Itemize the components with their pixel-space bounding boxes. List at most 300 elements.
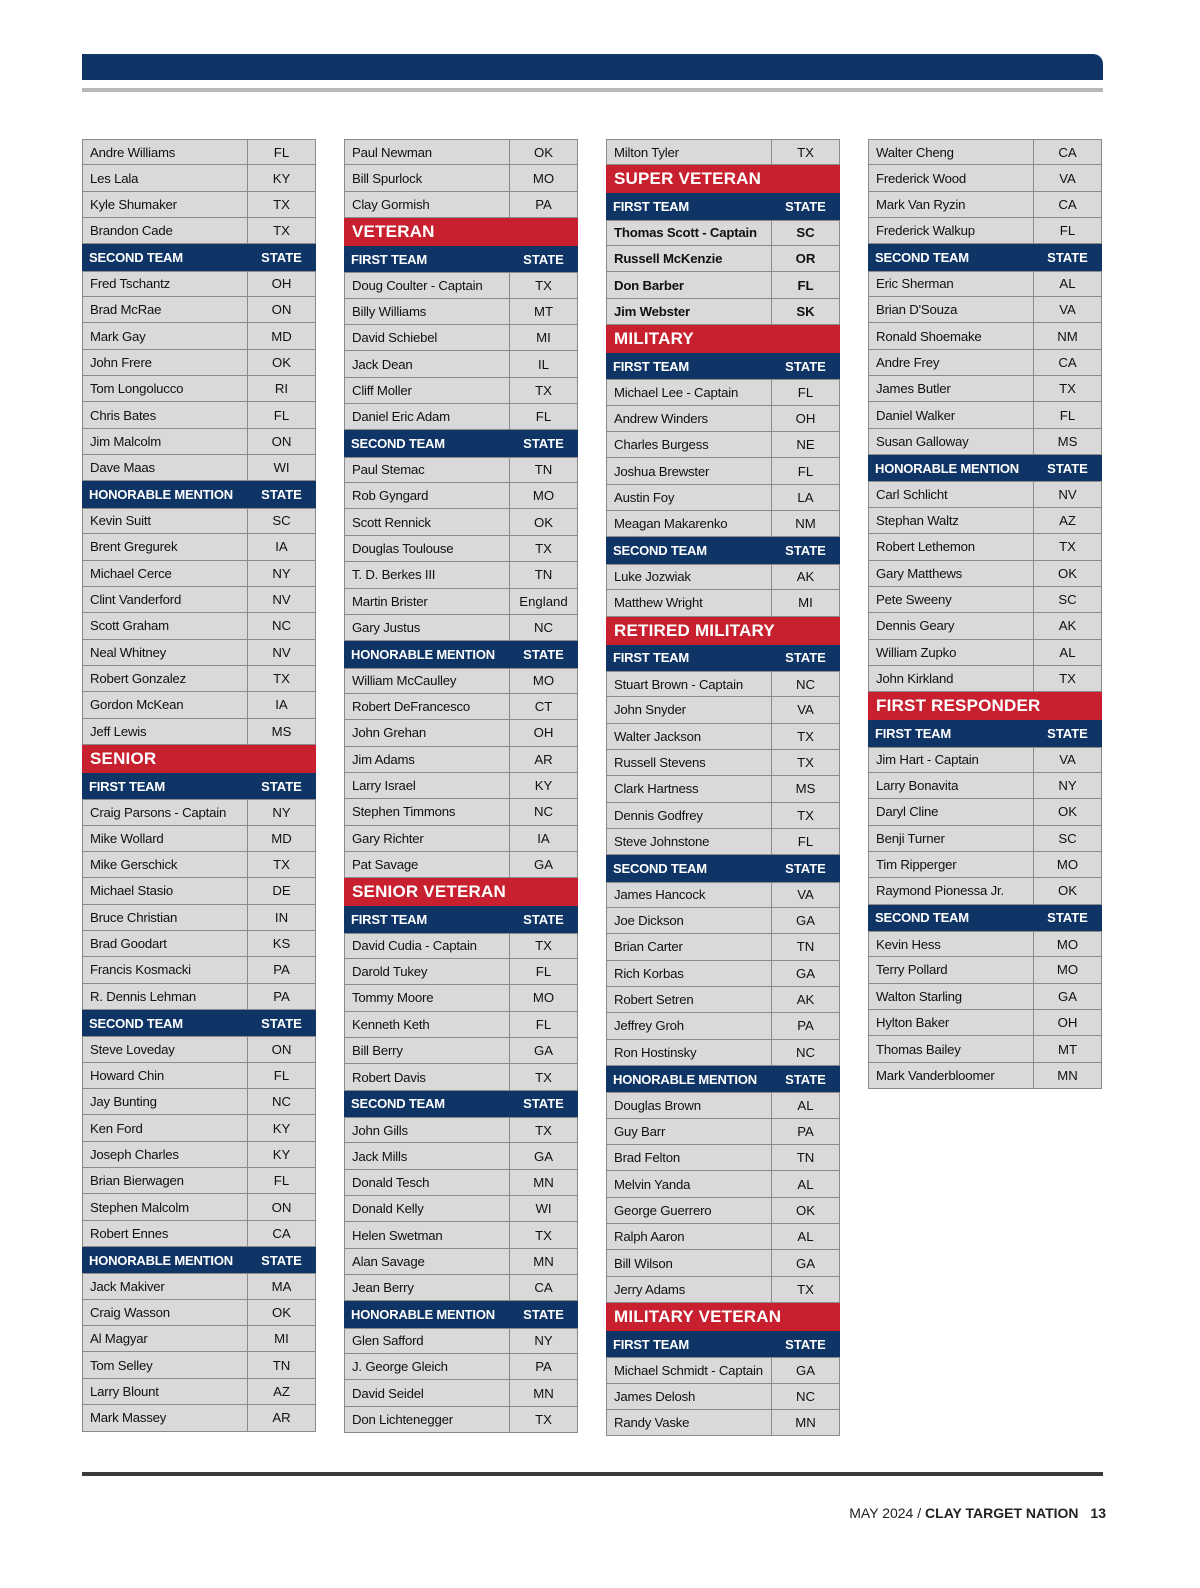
roster-row [82, 640, 316, 666]
roster-row [82, 826, 316, 852]
roster-row [606, 139, 840, 165]
team-header-label: SECOND TEAM [875, 250, 969, 266]
category-title [344, 218, 578, 246]
shooter-name: Clint Vanderford [83, 587, 248, 612]
state-header-label: STATE [785, 650, 826, 666]
roster-row [868, 350, 1102, 376]
roster-row [868, 402, 1102, 428]
shooter-state: NY [272, 565, 291, 581]
roster-row [82, 1379, 316, 1405]
shooter-name: Eric Sherman [869, 272, 1034, 296]
team-header-label: FIRST TEAM [89, 778, 165, 794]
shooter-name: Francis Kosmacki [83, 957, 248, 982]
shooter-state: NC [795, 1388, 816, 1404]
roster-row [344, 1143, 578, 1169]
shooter-name: Hylton Baker [869, 1010, 1034, 1035]
shooter-name: Gary Justus [345, 615, 510, 640]
roster-row [344, 799, 578, 825]
shooter-state: MO [1056, 936, 1079, 952]
roster-row [606, 458, 840, 484]
category-title [82, 745, 316, 773]
shooter-name: Andre Williams [83, 140, 248, 164]
shooter-name: George Guerrero [607, 1198, 772, 1223]
shooter-name: Gordon McKean [83, 692, 248, 717]
roster-row [82, 1194, 316, 1220]
shooter-state: FL [535, 409, 552, 425]
shooter-state: TX [1059, 539, 1076, 555]
category-title [344, 878, 578, 906]
shooter-state: TX [535, 1122, 552, 1138]
shooter-state: England [519, 593, 568, 609]
roster-row [82, 878, 316, 904]
category-title-text: MILITARY [614, 329, 694, 349]
shooter-state: KS [272, 936, 291, 952]
roster-row [606, 803, 840, 829]
state-header-label: STATE [261, 1252, 302, 1268]
shooter-name: Robert Setren [607, 987, 772, 1012]
roster-row [82, 1405, 316, 1431]
shooter-name: Neal Whitney [83, 640, 248, 665]
shooter-state: TN [534, 462, 553, 478]
shooter-name: Paul Stemac [345, 458, 510, 482]
shooter-state: MO [532, 673, 555, 689]
shooter-state: GA [533, 857, 554, 873]
shooter-state: NV [272, 592, 291, 608]
roster-row [344, 536, 578, 562]
shooter-name: Mike Gerschick [83, 852, 248, 877]
shooter-state: GA [533, 1043, 554, 1059]
shooter-state: GA [795, 965, 816, 981]
category-title-text: SUPER VETERAN [614, 169, 762, 189]
shooter-state: OH [533, 725, 554, 741]
team-header-label: HONORABLE MENTION [875, 460, 1019, 476]
shooter-name: Darold Tukey [345, 959, 510, 984]
shooter-state: OK [1057, 804, 1078, 820]
roster-row [868, 561, 1102, 587]
team-header-label: HONORABLE MENTION [351, 1307, 495, 1323]
roster-row [344, 933, 578, 959]
roster-row [344, 773, 578, 799]
roster-row [868, 613, 1102, 639]
state-header-label: STATE [523, 251, 564, 267]
shooter-name: Douglas Brown [607, 1093, 772, 1117]
roster-row [82, 1326, 316, 1352]
shooter-state: TX [797, 1281, 814, 1297]
shooter-state: MS [1057, 433, 1078, 449]
shooter-name: Billy Williams [345, 299, 510, 324]
shooter-state: NY [272, 804, 291, 820]
roster-row [344, 404, 578, 430]
team-header-label: SECOND TEAM [613, 860, 707, 876]
shooter-state: ON [271, 1199, 292, 1215]
roster-row [606, 485, 840, 511]
shooter-state: LA [797, 489, 814, 505]
roster-row [868, 218, 1102, 244]
roster-row [82, 984, 316, 1010]
roster-row [344, 1038, 578, 1064]
shooter-name: Larry Blount [83, 1379, 248, 1404]
team-header-label: FIRST TEAM [351, 911, 427, 927]
roster-row [82, 852, 316, 878]
shooter-name: Tom Longolucco [83, 376, 248, 401]
shooter-state: MO [532, 170, 555, 186]
shooter-state: PA [797, 1123, 814, 1139]
roster-row [868, 799, 1102, 825]
shooter-name: Walter Cheng [869, 140, 1034, 164]
roster-row [606, 934, 840, 960]
shooter-state: OK [533, 514, 554, 530]
shooter-name: Gary Richter [345, 826, 510, 851]
shooter-state: IN [274, 909, 289, 925]
shooter-name: Pete Sweeny [869, 587, 1034, 612]
roster-row [344, 1117, 578, 1143]
footer-rule [82, 1472, 1103, 1476]
shooter-state: GA [795, 1363, 816, 1379]
shooter-name: Russell McKenzie [607, 246, 772, 271]
shooter-state: AL [1059, 644, 1076, 660]
roster-row [82, 719, 316, 745]
roster-row [606, 1410, 840, 1436]
shooter-name: Robert Ennes [83, 1221, 248, 1246]
shooter-state: CT [534, 699, 553, 715]
roster-row [344, 615, 578, 641]
shooter-name: Luke Jozwiak [607, 565, 772, 589]
roster-row [606, 1357, 840, 1383]
shooter-name: Milton Tyler [607, 140, 772, 164]
roster-row [82, 666, 316, 692]
shooter-name: Steve Johnstone [607, 829, 772, 854]
team-header-label: SECOND TEAM [351, 436, 445, 452]
shooter-name: Ralph Aaron [607, 1224, 772, 1249]
roster-row [868, 271, 1102, 297]
shooter-state: FL [535, 1016, 552, 1032]
roster-row [82, 165, 316, 191]
shooter-state: TX [273, 671, 290, 687]
roster-row [606, 1250, 840, 1276]
shooter-state: FL [797, 463, 814, 479]
shooter-name: Michael Lee - Captain [607, 380, 772, 404]
roster-row [344, 589, 578, 615]
header-rule [82, 88, 1103, 92]
roster-row [82, 429, 316, 455]
state-header-label: STATE [523, 911, 564, 927]
shooter-state: CA [272, 1225, 291, 1241]
shooter-state: MN [533, 1253, 554, 1269]
shooter-state: OK [533, 144, 554, 160]
shooter-state: VA [1059, 170, 1076, 186]
shooter-state: KY [272, 170, 291, 186]
shooter-name: Meagan Makarenko [607, 511, 772, 536]
team-header-label: SECOND TEAM [89, 1015, 183, 1031]
shooter-state: GA [533, 1148, 554, 1164]
roster-row [82, 1168, 316, 1194]
shooter-name: Frederick Walkup [869, 218, 1034, 243]
shooter-name: Austin Foy [607, 485, 772, 510]
shooter-state: NC [271, 1094, 292, 1110]
shooter-name: Brad McRae [83, 297, 248, 322]
state-header-label: STATE [785, 358, 826, 374]
shooter-name: Don Barber [607, 272, 772, 297]
team-header-label: FIRST TEAM [613, 650, 689, 666]
team-header-row [606, 855, 840, 881]
shooter-state: MI [536, 330, 551, 346]
shooter-state: OK [271, 1304, 292, 1320]
shooter-name: Daniel Walker [869, 402, 1034, 427]
roster-row [606, 882, 840, 908]
roster-row [606, 724, 840, 750]
shooter-state: FL [273, 407, 290, 423]
roster-row [344, 192, 578, 218]
shooter-name: Jeff Lewis [83, 719, 248, 744]
shooter-state: TX [797, 807, 814, 823]
shooter-name: Jim Malcolm [83, 429, 248, 454]
shooter-state: TN [272, 1357, 291, 1373]
shooter-state: NV [1058, 487, 1077, 503]
roster-row [344, 1170, 578, 1196]
shooter-state: WI [535, 1201, 552, 1217]
footer-separator: / [917, 1505, 922, 1521]
shooter-state: MO [1056, 962, 1079, 978]
team-header-row [344, 1301, 578, 1327]
shooter-name: Donald Tesch [345, 1170, 510, 1195]
shooter-name: Dennis Geary [869, 613, 1034, 638]
shooter-state: AZ [1059, 512, 1076, 528]
roster-row [606, 1171, 840, 1197]
roster-row [344, 1407, 578, 1433]
roster-row [868, 984, 1102, 1010]
shooter-state: AL [797, 1098, 814, 1114]
shooter-state: TX [535, 1411, 552, 1427]
category-title-text: MILITARY VETERAN [614, 1307, 782, 1327]
shooter-state: NY [1058, 778, 1077, 794]
shooter-state: TX [1059, 671, 1076, 687]
shooter-state: MN [533, 1385, 554, 1401]
shooter-state: OH [271, 276, 292, 292]
shooter-state: AR [272, 1410, 291, 1426]
shooter-state: AR [534, 751, 553, 767]
roster-row [82, 1352, 316, 1378]
shooter-name: Brian Carter [607, 934, 772, 959]
roster-row [606, 590, 840, 616]
shooter-name: Carl Schlicht [869, 482, 1034, 506]
shooter-name: Randy Vaske [607, 1410, 772, 1435]
roster-row [82, 692, 316, 718]
shooter-state: DE [272, 883, 291, 899]
roster-row [868, 931, 1102, 957]
roster-row [82, 1036, 316, 1062]
state-header-label: STATE [1047, 460, 1088, 476]
shooter-state: PA [535, 196, 552, 212]
shooter-state: OK [271, 354, 292, 370]
roster-row [82, 1300, 316, 1326]
roster-row [344, 483, 578, 509]
team-header-row [868, 244, 1102, 270]
shooter-name: Joshua Brewster [607, 458, 772, 483]
roster-row [344, 1249, 578, 1275]
shooter-state: AZ [273, 1383, 290, 1399]
roster-row [82, 350, 316, 376]
roster-row [344, 139, 578, 165]
shooter-name: Tim Ripperger [869, 852, 1034, 877]
team-header-row [344, 246, 578, 272]
shooter-name: William Zupko [869, 640, 1034, 665]
shooter-name: Jack Makiver [83, 1274, 248, 1298]
shooter-name: Thomas Scott - Captain [607, 221, 772, 245]
team-header-row [606, 645, 840, 671]
category-title-text: FIRST RESPONDER [876, 696, 1041, 716]
shooter-state: NC [795, 676, 816, 692]
shooter-state: VA [797, 702, 814, 718]
roster-column-2 [344, 139, 578, 1433]
shooter-state: MA [271, 1279, 292, 1295]
shooter-name: Don Lichtenegger [345, 1407, 510, 1432]
shooter-name: Donald Kelly [345, 1196, 510, 1221]
roster-row [606, 1040, 840, 1066]
shooter-state: MS [795, 781, 816, 797]
shooter-name: Chris Bates [83, 402, 248, 427]
shooter-state: PA [273, 962, 290, 978]
team-header-label: SECOND TEAM [875, 910, 969, 926]
roster-row [82, 561, 316, 587]
roster-row [344, 378, 578, 404]
state-header-label: STATE [785, 1071, 826, 1087]
team-header-label: HONORABLE MENTION [351, 646, 495, 662]
shooter-name: Mark Massey [83, 1405, 248, 1430]
team-header-row [606, 353, 840, 379]
shooter-state: CA [534, 1280, 553, 1296]
team-header-row [868, 720, 1102, 746]
team-header-label: SECOND TEAM [613, 543, 707, 559]
shooter-name: Brent Gregurek [83, 534, 248, 559]
shooter-state: TX [535, 938, 552, 954]
state-header-label: STATE [261, 487, 302, 503]
state-header-label: STATE [785, 199, 826, 215]
shooter-state: IA [275, 539, 288, 555]
shooter-name: James Delosh [607, 1384, 772, 1409]
roster-row [606, 406, 840, 432]
shooter-name: Susan Galloway [869, 429, 1034, 454]
shooter-state: TX [535, 540, 552, 556]
roster-row [868, 747, 1102, 773]
shooter-name: Dave Maas [83, 455, 248, 480]
shooter-name: Kenneth Keth [345, 1012, 510, 1037]
shooter-state: TX [535, 1069, 552, 1085]
shooter-name: Charles Burgess [607, 432, 772, 457]
roster-row [606, 1198, 840, 1224]
shooter-state: NM [795, 516, 816, 532]
roster-row [868, 376, 1102, 402]
shooter-state: AL [797, 1176, 814, 1192]
shooter-name: Tommy Moore [345, 985, 510, 1010]
shooter-name: Bill Berry [345, 1038, 510, 1063]
roster-row [344, 826, 578, 852]
shooter-name: Larry Israel [345, 773, 510, 798]
roster-column-3 [606, 139, 840, 1436]
roster-row [606, 220, 840, 246]
shooter-state: RI [274, 381, 289, 397]
shooter-name: David Seidel [345, 1380, 510, 1405]
shooter-state: MI [798, 595, 813, 611]
shooter-name: Robert Gonzalez [83, 666, 248, 691]
team-header-label: FIRST TEAM [351, 251, 427, 267]
shooter-state: NV [272, 644, 291, 660]
shooter-state: PA [535, 1359, 552, 1375]
shooter-state: FL [1059, 223, 1076, 239]
shooter-name: Frederick Wood [869, 165, 1034, 190]
shooter-name: Robert Lethemon [869, 534, 1034, 559]
roster-row [82, 613, 316, 639]
shooter-state: MT [1057, 1041, 1078, 1057]
shooter-state: NC [533, 804, 554, 820]
shooter-name: Clark Hartness [607, 776, 772, 801]
team-header-row [606, 1066, 840, 1092]
roster-row [606, 1013, 840, 1039]
shooter-name: John Gills [345, 1118, 510, 1142]
shooter-state: MD [271, 328, 292, 344]
shooter-state: AK [796, 569, 815, 585]
category-title-text: SENIOR [90, 748, 157, 768]
shooter-name: Douglas Toulouse [345, 536, 510, 561]
shooter-state: NY [534, 1333, 553, 1349]
roster-row [344, 509, 578, 535]
footer-publication: CLAY TARGET NATION [925, 1505, 1079, 1521]
shooter-state: VA [1059, 302, 1076, 318]
shooter-state: PA [273, 988, 290, 1004]
state-header-label: STATE [261, 1015, 302, 1031]
shooter-name: Helen Swetman [345, 1222, 510, 1247]
shooter-state: KY [272, 1146, 291, 1162]
team-header-label: HONORABLE MENTION [89, 487, 233, 503]
roster-row [82, 508, 316, 534]
shooter-state: NC [271, 618, 292, 634]
shooter-name: Stephen Malcolm [83, 1194, 248, 1219]
footer-date: MAY 2024 [849, 1505, 914, 1521]
shooter-name: Brad Felton [607, 1145, 772, 1170]
shooter-state: OK [795, 1202, 816, 1218]
roster-row [606, 1277, 840, 1303]
roster-row [606, 272, 840, 298]
team-header-row [82, 1010, 316, 1036]
shooter-state: KY [534, 778, 553, 794]
roster-row [868, 773, 1102, 799]
shooter-name: Mark Vanderbloomer [869, 1063, 1034, 1088]
header-banner [82, 54, 1103, 80]
shooter-state: MN [1057, 1067, 1078, 1083]
roster-row [606, 511, 840, 537]
shooter-state: MS [271, 723, 292, 739]
shooter-state: ON [271, 433, 292, 449]
shooter-state: OK [1057, 883, 1078, 899]
shooter-state: NC [533, 620, 554, 636]
team-header-row [606, 1331, 840, 1357]
roster-row [82, 1115, 316, 1141]
shooter-state: FL [273, 1067, 290, 1083]
shooter-name: Doug Coulter - Captain [345, 273, 510, 297]
shooter-name: Russell Stevens [607, 750, 772, 775]
shooter-name: Mark Gay [83, 323, 248, 348]
roster-row [606, 987, 840, 1013]
shooter-name: Jay Bunting [83, 1089, 248, 1114]
state-header-label: STATE [261, 778, 302, 794]
roster-row [868, 481, 1102, 507]
shooter-name: Howard Chin [83, 1063, 248, 1088]
shooter-state: FL [535, 964, 552, 980]
shooter-name: Martin Brister [345, 589, 510, 614]
roster-row [82, 376, 316, 402]
shooter-name: Clay Gormish [345, 192, 510, 217]
shooter-state: ON [271, 302, 292, 318]
team-header-row [344, 641, 578, 667]
